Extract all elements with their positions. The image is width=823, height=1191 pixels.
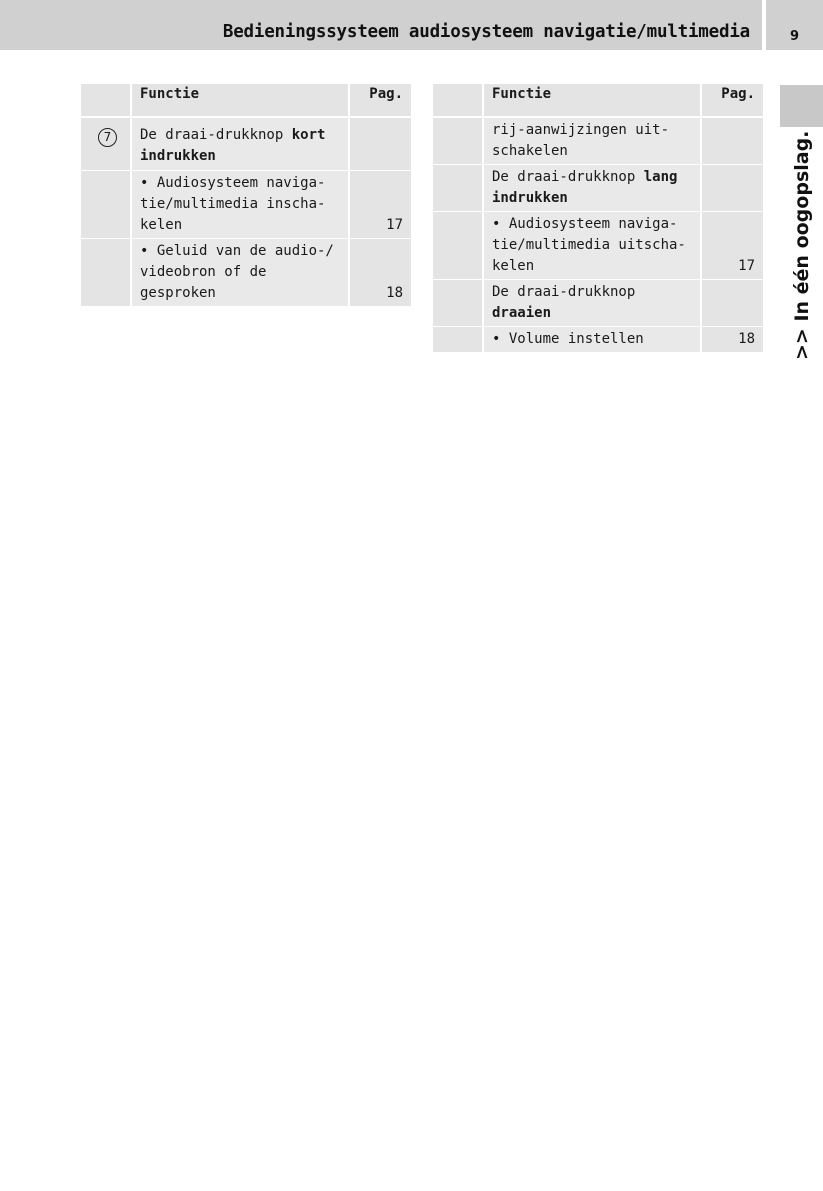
row-bold-text: kort indrukken [140, 127, 326, 164]
row-page [349, 117, 411, 171]
function-table-left [81, 84, 411, 307]
row-page: 17 [349, 171, 411, 239]
table-header-row [81, 84, 411, 117]
page-number-box [766, 0, 823, 50]
function-table-right [433, 84, 763, 353]
page-title: Bedieningssysteem audiosysteem navigatie/multimedia [222, 22, 750, 42]
table-row [433, 327, 763, 353]
header-function: Functie [483, 84, 701, 117]
row-text: rij-aanwijzingen uit-schakelen [492, 122, 670, 159]
circled-number-icon: 7 [98, 128, 117, 147]
row-text: De draai-drukknop [140, 127, 292, 143]
row-page [701, 280, 763, 327]
row-text: • Volume instellen [492, 331, 644, 347]
page-number: 9 [789, 29, 800, 44]
table-row [81, 117, 411, 171]
row-bold-text: draaien [492, 305, 552, 321]
row-page [701, 165, 763, 212]
row-text: • Audiosysteem naviga-tie/multimedia inscha-kelen [140, 175, 326, 233]
row-text: • Audiosysteem naviga-tie/multimedia uitscha-kelen [492, 216, 686, 274]
row-bold-text: lang indrukken [492, 169, 678, 206]
table-row [81, 239, 411, 307]
table-header-row [433, 84, 763, 117]
header-symbol-cell [433, 84, 483, 117]
row-text: • Geluid van de audio-/ videobron of de gesproken [140, 243, 334, 301]
row-page: 17 [701, 212, 763, 280]
row-page: 18 [349, 239, 411, 307]
table-row [433, 212, 763, 280]
section-label: >> In één oogopslag. [791, 130, 813, 360]
row-text: De draai-drukknop [492, 284, 636, 300]
table-row [433, 165, 763, 212]
header-page: Pag. [349, 84, 411, 117]
table-row [433, 117, 763, 165]
row-page [701, 117, 763, 165]
row-text: De draai-drukknop [492, 169, 644, 185]
row-page: 18 [701, 327, 763, 353]
header-page: Pag. [701, 84, 763, 117]
page-header [0, 0, 762, 50]
header-symbol-cell [81, 84, 131, 117]
header-function: Functie [131, 84, 349, 117]
table-row [81, 171, 411, 239]
table-row [433, 280, 763, 327]
section-tab [780, 85, 823, 127]
